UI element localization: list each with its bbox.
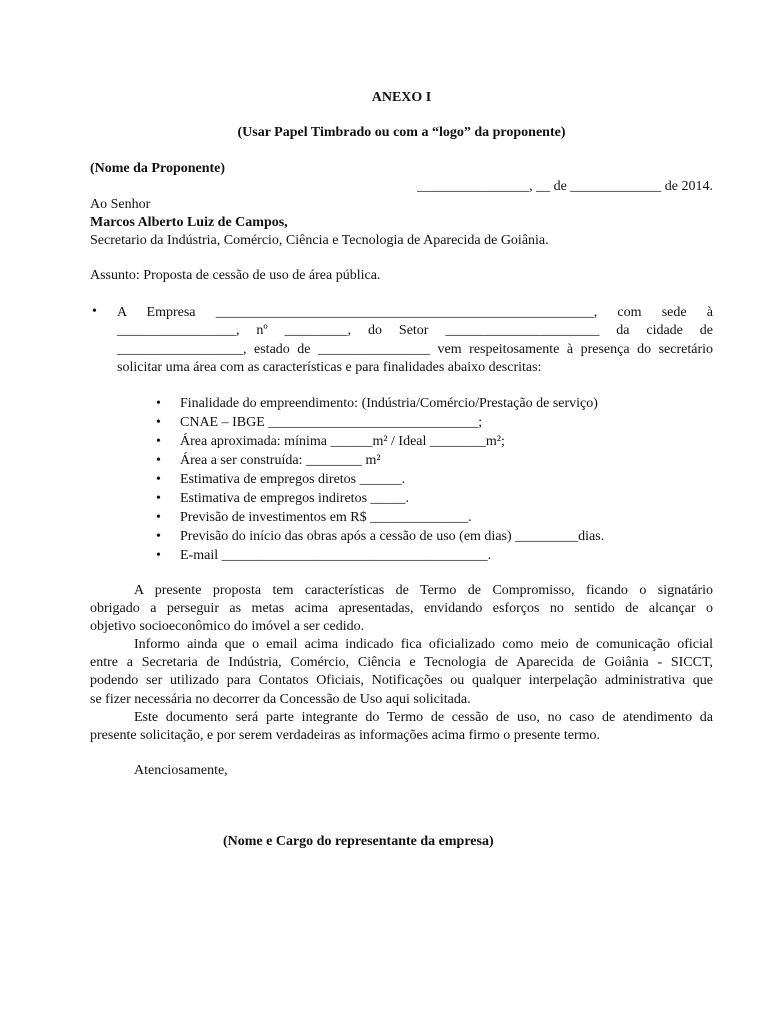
- bullet-marker: •: [156, 529, 161, 544]
- paragraph-email: Informo ainda que o email acima indicado fica oficializado como meio de comunicação oficial entre a Secretaria de Indústria, Comércio, Ciência e Tecnologia de Aparecida de Goiânia - SICCT, podendo ser utilizado para Contatos Oficiais, Notificações ou qualquer interpelação administrativa que se fizer necessária no decorrer da Concessão de Uso aqui solicitada.: [90, 637, 713, 707]
- paragraph-integral: Este documento será parte integrante do Termo de cessão de uso, no caso de atendimento da presente solicitação, e por serem verdadeiras as informações acima firmo o presente termo.: [90, 710, 713, 744]
- list-item: • Previsão de investimentos em R$ ______________.: [156, 510, 472, 525]
- document-title: ANEXO I: [371, 90, 432, 105]
- bullet-marker: •: [156, 491, 161, 506]
- list-item: • E-mail ______________________________________.: [156, 548, 492, 563]
- date-line: ________________, __ de _____________ de 2014.: [417, 179, 713, 194]
- requirements-list: [156, 394, 713, 565]
- list-item: • Previsão do início das obras após a cessão de uso (em dias) _________dias.: [156, 529, 605, 544]
- signature-line: (Nome e Cargo do representante da empresa): [223, 834, 494, 849]
- bullet-marker: •: [156, 453, 161, 468]
- subject-line: Assunto: Proposta de cessão de uso de área pública.: [90, 268, 381, 283]
- document-page: [90, 0, 713, 1024]
- bullet-marker: •: [156, 472, 161, 487]
- proponent-name: (Nome da Proponente): [90, 161, 226, 176]
- company-info-line: _________________, nº _________, do Setor ______________________ da cidade de: [117, 323, 713, 339]
- list-item: • Finalidade do empreendimento: (Indústria/Comércio/Prestação de serviço): [156, 396, 598, 411]
- list-item: • CNAE – IBGE ______________________________;: [156, 415, 483, 430]
- bullet-marker: •: [156, 434, 161, 449]
- document-subtitle: (Usar Papel Timbrado ou com a “logo” da proponente): [237, 125, 566, 140]
- company-info-line: __________________, estado de ________________ vem respeitosamente à presença do secretário: [117, 341, 713, 357]
- bullet-marker: •: [156, 415, 161, 430]
- bullet-marker: •: [92, 304, 97, 319]
- list-item: • Estimativa de empregos indiretos _____.: [156, 491, 410, 506]
- closing-text: Atenciosamente,: [134, 763, 228, 778]
- company-info-text: [117, 304, 713, 377]
- paragraph-commitment: A presente proposta tem características de Termo de Compromisso, ficando o signatário obrigado a perseguir as metas acima apresentadas, envidando esforços no sentido de alcançar o objetivo socioeconômico do imóvel a ser cedido.: [90, 583, 713, 635]
- salutation: Ao Senhor: [90, 197, 151, 212]
- list-item: • Estimativa de empregos diretos ______.: [156, 472, 406, 487]
- addressee-position: Secretario da Indústria, Comércio, Ciência e Tecnologia de Aparecida de Goiânia.: [90, 233, 549, 248]
- bullet-marker: •: [156, 510, 161, 525]
- addressee-name: Marcos Alberto Luiz de Campos,: [90, 215, 288, 230]
- company-info-line: A Empresa ______________________________________________________, com sede à: [117, 305, 713, 320]
- company-info-line: solicitar uma área com as características e para finalidades abaixo descritas:: [117, 359, 542, 375]
- bullet-marker: •: [156, 396, 161, 411]
- list-item: • Área aproximada: mínima ______m² / Ideal ________m²;: [156, 434, 505, 449]
- list-item: • Área a ser construída: ________ m²: [156, 453, 381, 468]
- bullet-marker: •: [156, 548, 161, 563]
